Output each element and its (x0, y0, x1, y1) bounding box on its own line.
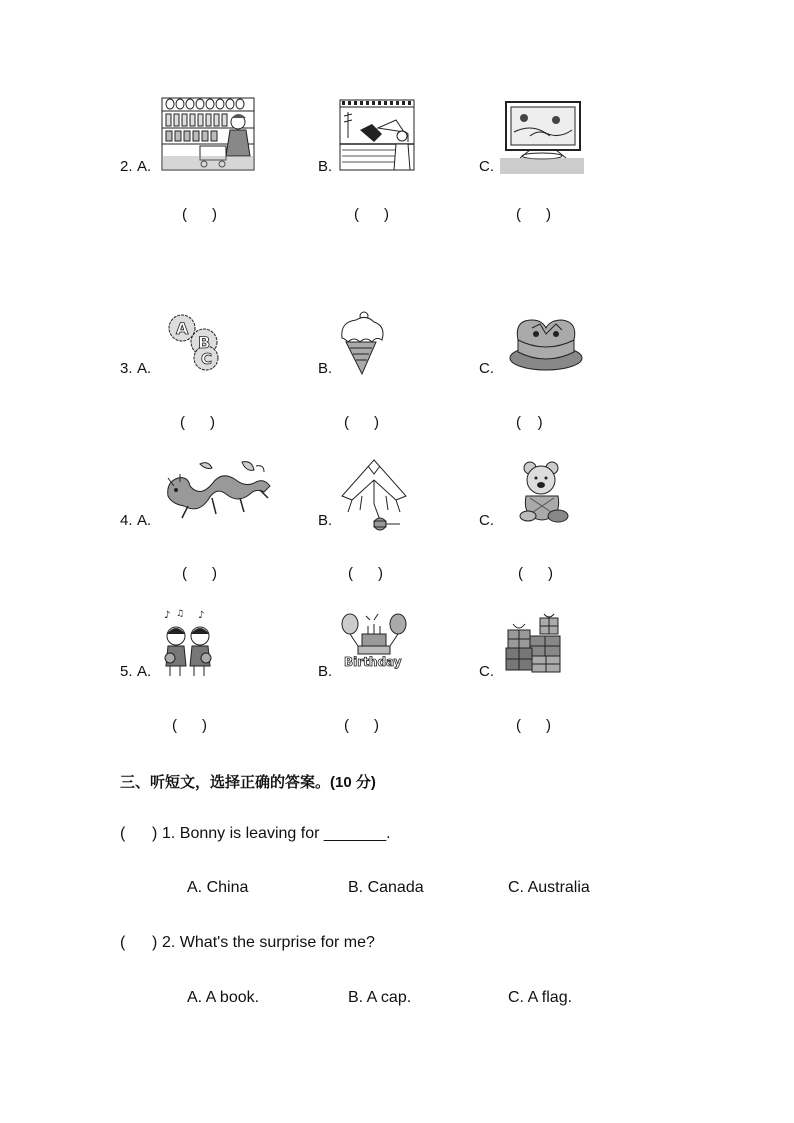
option-2c-letter: C. (479, 158, 494, 175)
option-4b-letter: B. (318, 512, 333, 529)
question-1-option-b[interactable]: B. Canada (348, 879, 424, 896)
svg-text:A: A (176, 319, 189, 338)
question-2-option-b[interactable]: B. A cap. (348, 989, 412, 1006)
answer-bracket-2b[interactable]: ( ) (354, 206, 389, 223)
option-2b-letter: B. (318, 158, 333, 175)
answer-bracket-3c[interactable]: ( ) (516, 414, 543, 431)
question-1-bracket[interactable]: ( ) (120, 825, 158, 842)
teddy-bear-picture (516, 458, 572, 526)
option-2a-letter: A. (137, 158, 152, 175)
answer-bracket-3a[interactable]: ( ) (180, 414, 215, 431)
gift-boxes-picture (504, 610, 566, 674)
shop-window-picture (338, 98, 416, 172)
question-5-number: 5. (120, 663, 133, 680)
option-5c-letter: C. (479, 663, 494, 680)
svg-text:C: C (201, 350, 213, 368)
question-2-option-a[interactable]: A. A book. (187, 989, 260, 1006)
question-2-number: 2. (120, 158, 133, 175)
svg-text:♪: ♪ (164, 610, 171, 621)
option-3c-letter: C. (479, 360, 494, 377)
option-5b-letter: B. (318, 663, 333, 680)
answer-bracket-2a[interactable]: ( ) (182, 206, 217, 223)
answer-bracket-3b[interactable]: ( ) (344, 414, 379, 431)
supermarket-picture (160, 96, 256, 172)
section-3-heading: 三、听短文，选择正确的答案。(10 分) (120, 774, 376, 791)
question-2-text: 2. What's the surprise for me? (162, 934, 375, 951)
abc-blocks-picture (160, 312, 226, 372)
option-3b-letter: B. (318, 360, 333, 377)
dragon-picture (160, 458, 274, 526)
option-4c-letter: C. (479, 512, 494, 529)
answer-bracket-5a[interactable]: ( ) (172, 717, 207, 734)
answer-bracket-5b[interactable]: ( ) (344, 717, 379, 734)
heart-cake-picture (506, 310, 586, 374)
question-2-option-c[interactable]: C. A flag. (508, 989, 573, 1006)
question-2-bracket[interactable]: ( ) (120, 934, 158, 951)
answer-bracket-5c[interactable]: ( ) (516, 717, 551, 734)
kite-picture (336, 456, 414, 536)
answer-bracket-4b[interactable]: ( ) (348, 565, 383, 582)
question-1-text: 1. Bonny is leaving for _______. (162, 825, 391, 842)
option-3a-letter: A. (137, 360, 152, 377)
question-3-number: 3. (120, 360, 133, 377)
option-4a-letter: A. (137, 512, 152, 529)
ice-cream-picture (336, 310, 388, 376)
answer-bracket-4a[interactable]: ( ) (182, 565, 217, 582)
question-4-number: 4. (120, 512, 133, 529)
svg-text:B: B (198, 333, 211, 352)
television-picture (500, 100, 584, 174)
question-1-option-a[interactable]: A. China (187, 879, 249, 896)
answer-bracket-4c[interactable]: ( ) (518, 565, 553, 582)
children-singing-picture (160, 608, 216, 678)
answer-bracket-2c[interactable]: ( ) (516, 206, 551, 223)
question-1-option-c[interactable]: C. Australia (508, 879, 590, 896)
svg-text:♫: ♫ (176, 609, 185, 619)
option-5a-letter: A. (137, 663, 152, 680)
birthday-picture (338, 610, 410, 674)
birthday-word: Birthday (344, 655, 402, 669)
svg-text:♪: ♪ (198, 610, 205, 621)
